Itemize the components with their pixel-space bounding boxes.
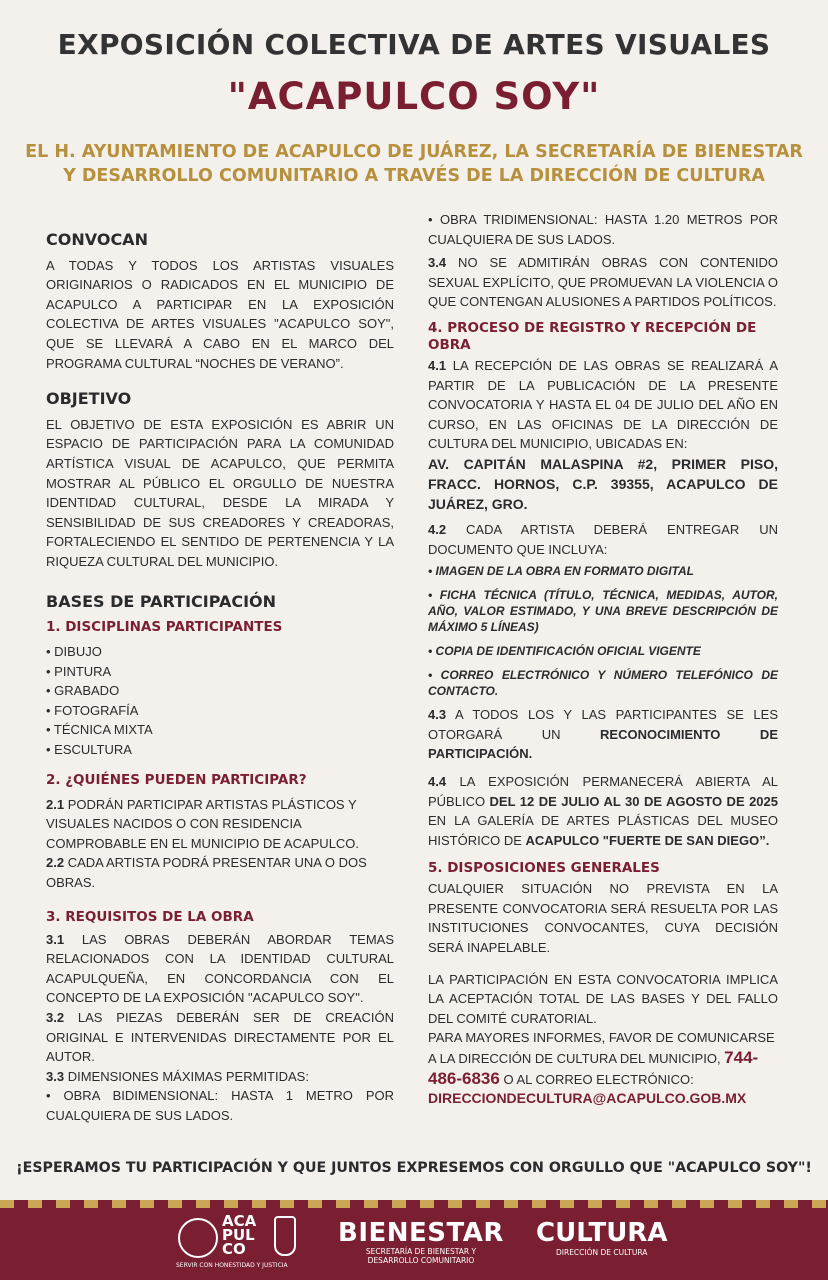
acapulco-logo [222,1214,256,1256]
item-number: 3.4 [428,255,447,271]
list-item: • TÉCNICA MIXTA [46,722,153,738]
item-number: 2.1 [46,796,65,812]
section-3-3-tridimensional: • OBRA TRIDIMENSIONAL: HASTA 1.20 METROS POR CUALQUIERA DE SUS LADOS. [428,212,778,247]
address: AV. CAPITÁN MALASPINA #2, PRIMER PISO, FRACC. HORNOS, C.P. 39355, ACAPULCO DE JUÁREZ, GRO. [428,455,778,512]
cultura-subtitle: DIRECCIÓN DE CULTURA [556,1248,648,1257]
title-line-2: "ACAPULCO SOY" [227,75,601,118]
section-3-1 [46,930,394,1008]
objetivo-heading: OBJETIVO [46,389,132,409]
list-item: • IMAGEN DE LA OBRA EN FORMATO DIGITAL [428,564,694,579]
acapulco-logo-line: CO [222,1240,246,1258]
footer-band [0,1200,828,1280]
objetivo-text: EL OBJETIVO DE ESTA EXPOSICIÓN ES ABRIR UN ESPACIO DE PARTICIPACIÓN PARA LA COMUNIDAD ARTÍSTICA VISUAL DE ACAPULCO, QUE PERMITA MOSTRAR AL PÚBLICO EL ORGULLO DE NUESTRA IDENTIDAD CULTURAL, DESDE LA MIRADA Y SENSIBILIDAD DE SUS CREADORES Y CREADORAS, FORTALECIENDO EL SENTIDO DE PERTENENCIA Y LA RIQUEZA CULTURAL DEL MUNICIPIO. [46,416,394,569]
item-text: CADA ARTISTA PODRÁ PRESENTAR UNA O DOS OBRAS. [46,855,367,891]
bienestar-subtitle: SECRETARÍA DE BIENESTAR Y DESARROLLO COMUNITARIO [365,1247,477,1265]
item-number: 4.4 [428,773,447,789]
section-2-heading: 2. ¿QUIÉNES PUEDEN PARTICIPAR? [46,771,307,788]
section-3-3-bidimensional: • OBRA BIDIMENSIONAL: HASTA 1 METRO POR CUALQUIERA DE SUS LADOS. [46,1088,394,1123]
venue-name: ACAPULCO "FUERTE DE SAN DIEGO”. [525,832,770,848]
item-number: 3.1 [46,931,65,947]
item-number: 3.3 [46,1068,65,1084]
section-5-heading: 5. DISPOSICIONES GENERALES [428,860,660,877]
item-text: PODRÁN PARTICIPAR ARTISTAS PLÁSTICOS Y VISUALES NACIDOS O CON RESIDENCIA COMPROBABLE EN EL MUNICIPIO DE ACAPULCO. [46,796,360,851]
list-item: • CORREO ELECTRÓNICO Y NÚMERO TELEFÓNICO DE CONTACTO. [428,668,778,699]
bienestar-logo: BIENESTAR [338,1218,504,1248]
bases-heading: BASES DE PARTICIPACIÓN [46,591,277,611]
section-5-text: CUALQUIER SITUACIÓN NO PREVISTA EN LA PRESENTE CONVOCATORIA SERÁ RESUELTA POR LAS INSTITUCIONES CONVOCANTES, CUYA DECISIÓN SERÁ INAPELABLE. [428,881,778,956]
item-text: LAS PIEZAS DEBERÁN SER DE CREACIÓN ORIGINAL E INTERVENIDAS DIRECTAMENTE POR EL AUTOR. [46,1010,394,1065]
disciplines-list [46,642,394,760]
item-text: A TODOS LOS Y LAS PARTICIPANTES SE LES OTORGARÁ UN [428,707,778,742]
poster-header [0,28,828,188]
section-3-2 [46,1008,394,1067]
item-text: LAS OBRAS DEBERÁN ABORDAR TEMAS RELACIONADOS CON LA IDENTIDAD CULTURAL ACAPULQUEÑA, EN CONCORDANCIA CON EL CONCEPTO DE LA EXPOSICIÓN "ACAPULCO SOY". [46,931,394,1006]
list-item: • GRABADO [46,683,120,699]
left-column [46,210,394,1126]
item-text: EN LA GALERÍA DE ARTES PLÁSTICAS DEL MUSEO HISTÓRICO DE [428,813,778,848]
closing-message: ¡ESPERAMOS TU PARTICIPACIÓN Y QUE JUNTOS EXPRESEMOS CON ORGULLO QUE "ACAPULCO SOY"! [16,1160,812,1176]
item-text: DIMENSIONES MÁXIMAS PERMITIDAS: [64,1068,309,1084]
section-2-1 [46,795,394,854]
acapulco-tagline: SERVIR CON HONESTIDAD Y JUSTICIA [176,1262,288,1269]
contact-email[interactable]: DIRECCIONDECULTURA@ACAPULCO.GOB.MX [428,1090,747,1107]
section-2-2 [46,853,394,892]
contact-info [428,1028,778,1089]
item-text: CADA ARTISTA DEBERÁ ENTREGAR UN DOCUMENTO QUE INCLUYA: [428,521,778,557]
acapulco-logo-line: ACA [222,1212,257,1230]
acapulco-logo-line: PUL [222,1226,255,1244]
item-number: 3.2 [46,1010,65,1025]
list-item: • FICHA TÉCNICA (TÍTULO, TÉCNICA, MEDIDAS, AUTOR, AÑO, VALOR ESTIMADO, Y UNA BREVE DESCRIPCIÓN DE MÁXIMO 5 LÍNEAS) [428,588,778,635]
list-item: • PINTURA [46,663,112,679]
section-4-4 [428,772,778,850]
cultura-logo: CULTURA [536,1218,668,1248]
section-4-3 [428,705,778,764]
list-item: • FOTOGRAFÍA [46,702,139,718]
item-number: 2.2 [46,855,65,871]
convocan-heading: CONVOCAN [46,230,148,249]
list-item: • DIBUJO [46,644,102,660]
title-line-1: EXPOSICIÓN COLECTIVA DE ARTES VISUALES [57,28,771,61]
section-3-4 [428,253,778,312]
decorative-border [0,1200,828,1208]
contact-text: PARA MAYORES INFORMES, FAVOR DE COMUNICARSE A LA DIRECCIÓN DE CULTURA DEL MUNICIPIO, [428,1030,775,1067]
organizers-subtitle: EL H. AYUNTAMIENTO DE ACAPULCO DE JUÁREZ, LA SECRETARÍA DE BIENESTAR Y DESARROLLO COMUNITARIO A TRAVÉS DE LA DIRECCIÓN DE CULTURA [25,142,803,186]
item-number: 4.2 [428,521,447,537]
convocan-text: A TODAS Y TODOS LOS ARTISTAS VISUALES ORIGINARIOS O RADICADOS EN EL MUNICIPIO DE ACAPULCO A PARTICIPAR EN LA EXPOSICIÓN COLECTIVA DE ARTES VISUALES "ACAPULCO SOY", QUE SE LLEVARÁ A CABO EN EL MARCO DEL PROGRAMA CULTURAL “NOCHES DE VERANO”. [46,257,394,371]
section-3-heading: 3. REQUISITOS DE LA OBRA [46,908,254,925]
section-4-2 [428,520,778,559]
phone-number[interactable]: 744-486-6836 [428,1048,759,1088]
section-5-acceptance: LA PARTICIPACIÓN EN ESTA CONVOCATORIA IMPLICA LA ACEPTACIÓN TOTAL DE LAS BASES Y DEL FALLO DEL COMITÉ CURATORIAL. [428,971,778,1026]
item-text: LA EXPOSICIÓN PERMANECERÁ ABIERTA AL PÚBLICO [428,773,778,809]
item-number: 4.1 [428,357,447,373]
item-bold-text: RECONOCIMIENTO DE PARTICIPACIÓN. [428,726,778,762]
section-1-heading: 1. DISCIPLINAS PARTICIPANTES [46,619,283,636]
municipal-seal-icon [178,1218,218,1258]
section-4-1 [428,356,778,454]
section-3-3 [46,1067,394,1087]
list-item: • COPIA DE IDENTIFICACIÓN OFICIAL VIGENTE [428,644,701,659]
list-item: • ESCULTURA [46,742,132,758]
contact-text: O AL CORREO ELECTRÓNICO: [499,1071,694,1087]
item-number: 4.3 [428,707,447,723]
right-column [428,210,778,1109]
exhibition-dates: DEL 12 DE JULIO AL 30 DE AGOSTO DE 2025 [489,793,778,809]
crest-icon [274,1216,296,1256]
item-text: NO SE ADMITIRÁN OBRAS CON CONTENIDO SEXUAL EXPLÍCITO, QUE PROMUEVAN LA VIOLENCIA O QUE CONTENGAN ALUSIONES A PARTIDOS POLÍTICOS. [428,255,778,310]
section-4-heading: 4. PROCESO DE REGISTRO Y RECEPCIÓN DE OBRA [428,319,757,353]
item-text: LA RECEPCIÓN DE LAS OBRAS SE REALIZARÁ A PARTIR DE LA PUBLICACIÓN DE LA PRESENTE CONVOCATORIA Y HASTA EL 04 DE JULIO DEL AÑO EN CURSO, EN LAS OFICINAS DE LA DIRECCIÓN DE CULTURA DEL MUNICIPIO, UBICADAS EN: [428,357,778,452]
